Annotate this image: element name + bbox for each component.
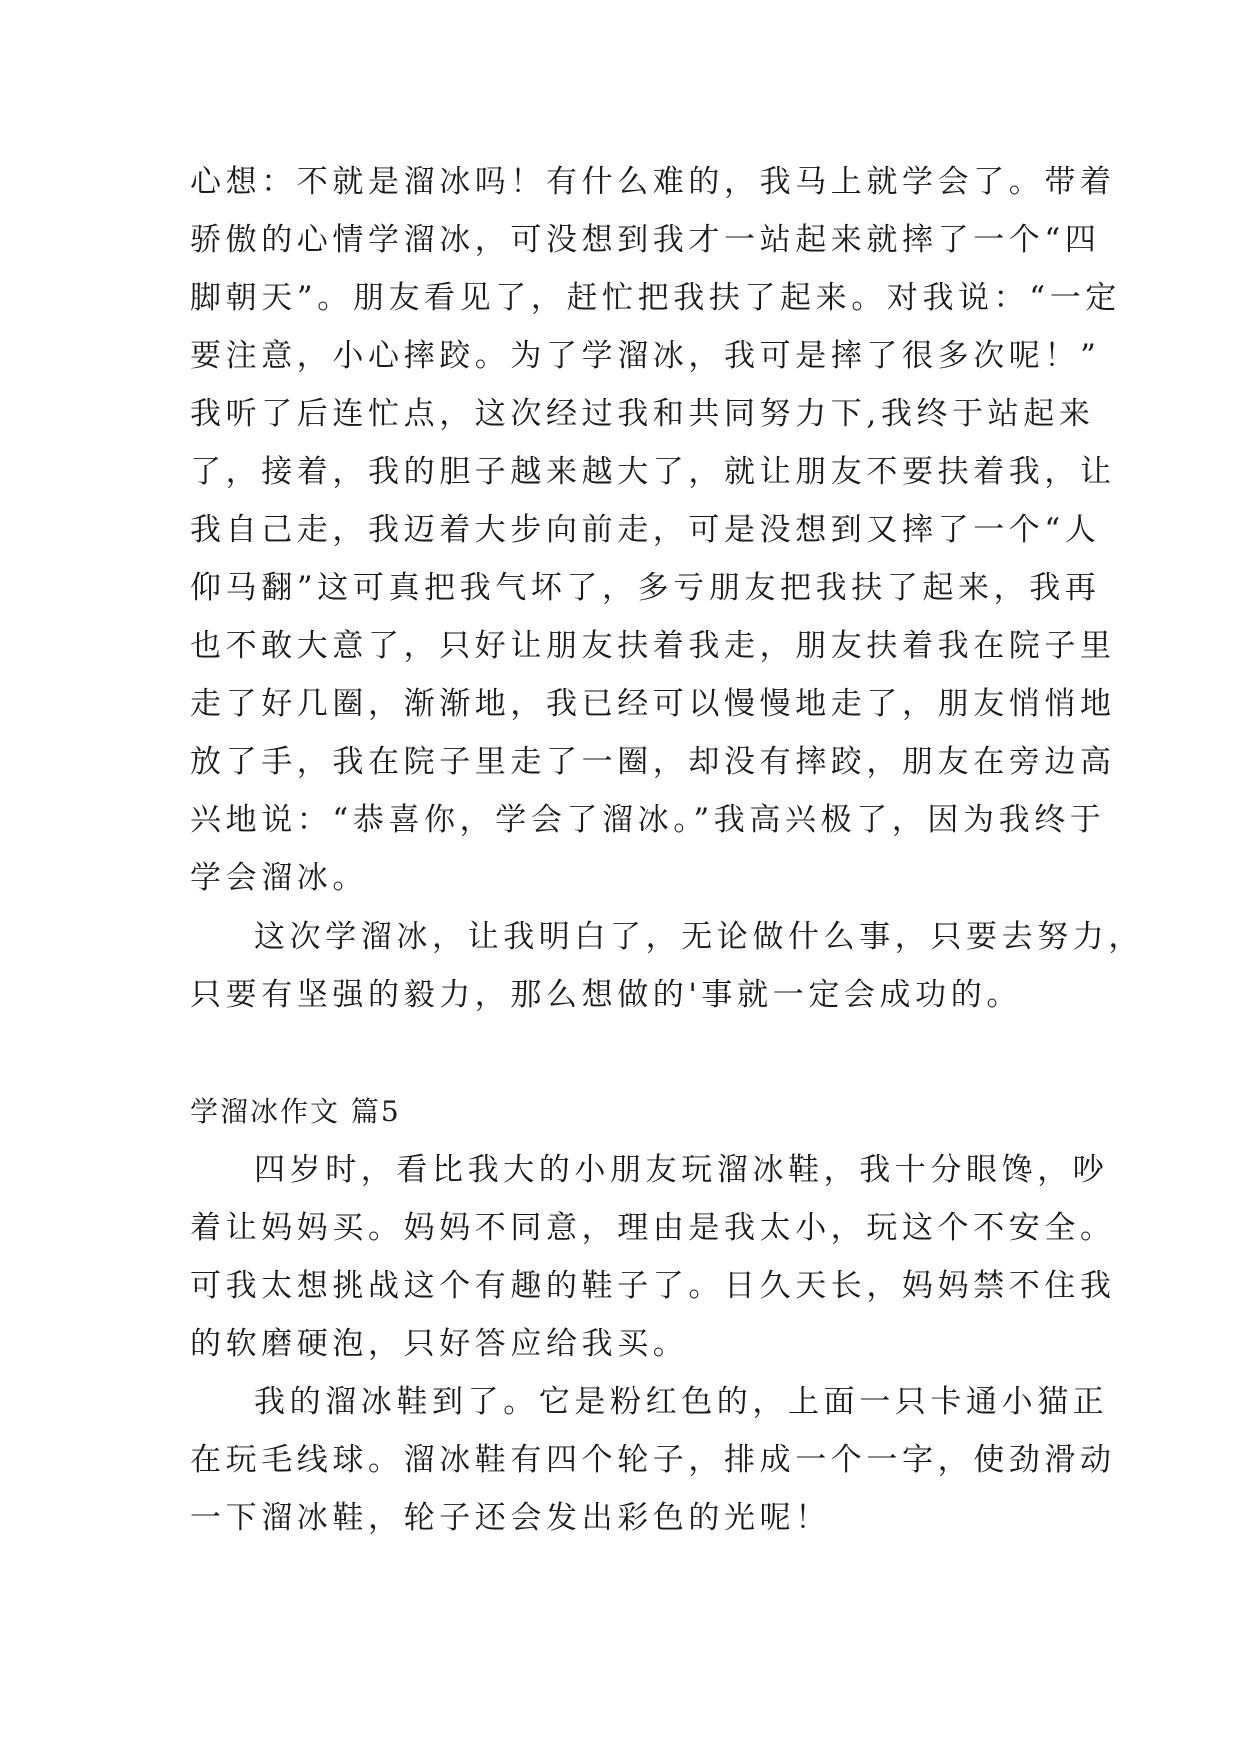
text-line: 这次学溜冰，让我明白了，无论做什么事，只要去努力， <box>254 919 1144 955</box>
text-line: 在玩毛线球。溜冰鞋有四个轮子，排成一个一字，使劲滑动 <box>190 1442 1116 1478</box>
text-line: 骄傲的心情学溜冰，可没想到我才一站起来就摔了一个“四 <box>190 222 1101 258</box>
text-line: 可我太想挑战这个有趣的鞋子了。日久天长，妈妈禁不住我 <box>190 1268 1116 1304</box>
text-line: 放了手，我在院子里走了一圈，却没有摔跤，朋友在旁边高 <box>190 744 1116 780</box>
text-line: 脚朝天”。朋友看见了，赶忙把我扶了起来。对我说：“一定 <box>190 280 1121 316</box>
section-heading: 学溜冰作文 篇5 <box>190 1095 401 1128</box>
text-line: 兴地说：“恭喜你，学会了溜冰。”我高兴极了，因为我终于 <box>190 802 1106 838</box>
text-line: 只要有坚强的毅力，那么想做的'事就一定会成功的。 <box>190 977 1022 1013</box>
text-line: 走了好几圈，渐渐地，我已经可以慢慢地走了，朋友悄悄地 <box>190 686 1116 722</box>
text-line: 四岁时，看比我大的小朋友玩溜冰鞋，我十分眼馋，吵 <box>254 1152 1109 1188</box>
text-line: 了，接着，我的胆子越来越大了，就让朋友不要扶着我，让 <box>190 454 1116 490</box>
text-line: 心想：不就是溜冰吗！有什么难的，我马上就学会了。带着 <box>190 164 1116 200</box>
text-line: 我听了后连忙点，这次经过我和共同努力下,我终于站起来 <box>190 396 1095 432</box>
text-line: 我的溜冰鞋到了。它是粉红色的，上面一只卡通小猫正 <box>254 1384 1109 1420</box>
text-line: 的软磨硬泡，只好答应给我买。 <box>190 1326 689 1362</box>
text-line: 我自己走，我迈着大步向前走，可是没想到又摔了一个“人 <box>190 512 1101 548</box>
text-line: 要注意，小心摔跤。为了学溜冰，我可是摔了很多次呢！” <box>190 338 1101 374</box>
text-line: 着让妈妈买。妈妈不同意，理由是我太小，玩这个不安全。 <box>190 1210 1116 1246</box>
text-line: 仰马翻”这可真把我气坏了，多亏朋友把我扶了起来，我再 <box>190 570 1101 606</box>
text-line: 一下溜冰鞋，轮子还会发出彩色的光呢！ <box>190 1500 831 1536</box>
text-line: 学会溜冰。 <box>190 860 368 896</box>
text-line: 也不敢大意了，只好让朋友扶着我走，朋友扶着我在院子里 <box>190 628 1116 664</box>
